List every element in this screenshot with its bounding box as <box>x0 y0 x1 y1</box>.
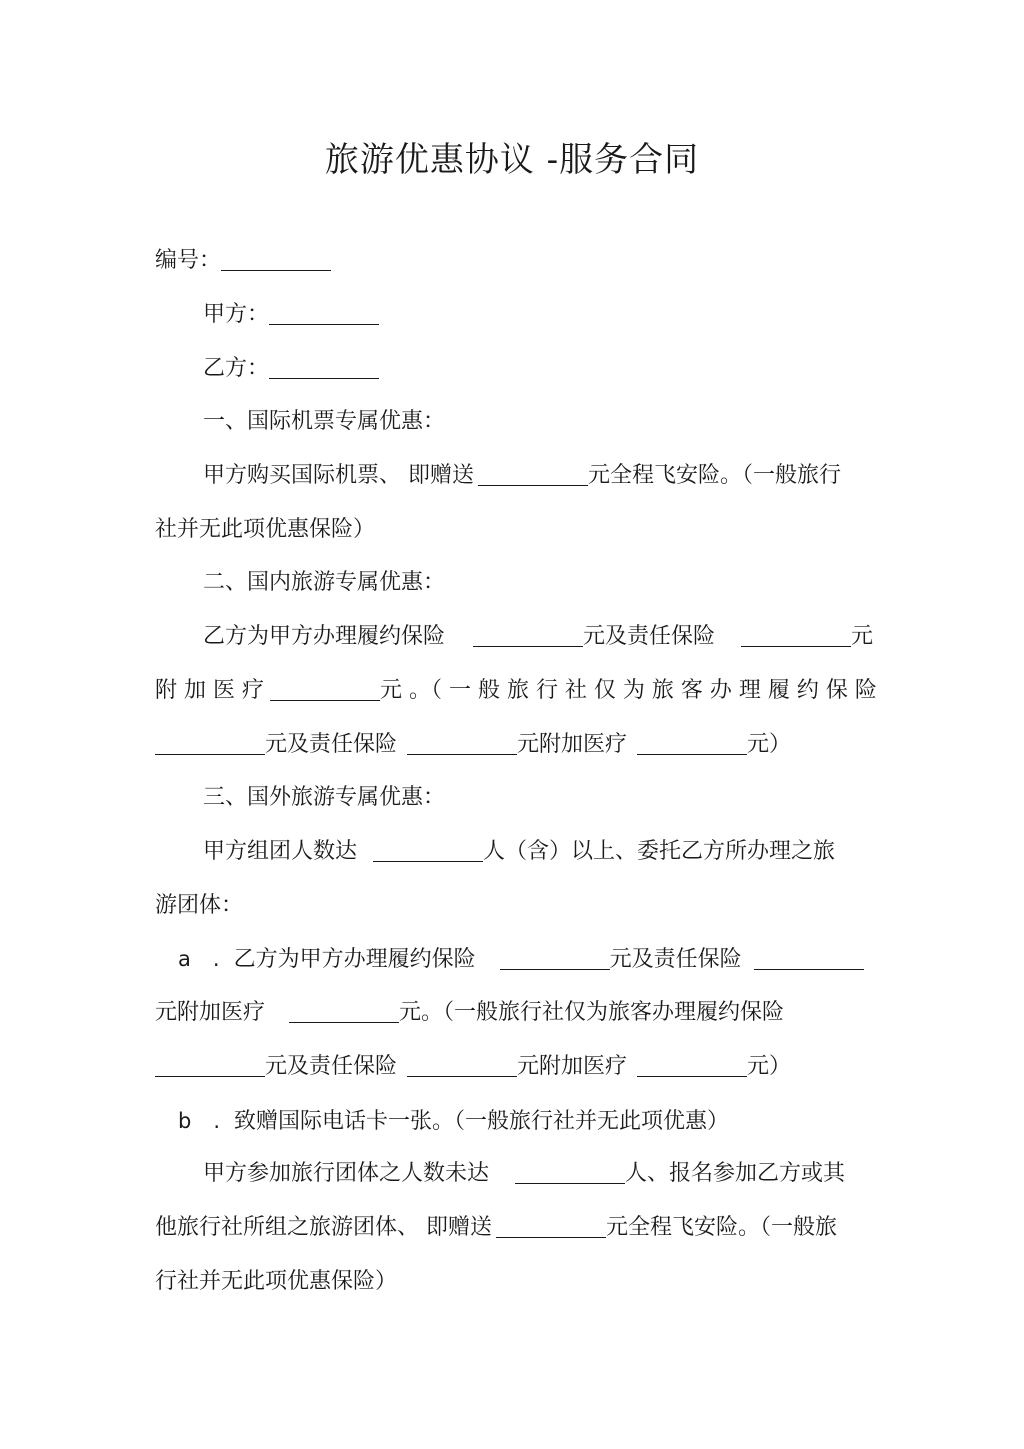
item-a-typical-liability-blank[interactable] <box>407 1054 517 1077</box>
item-a-liability-blank[interactable] <box>754 947 864 970</box>
item-a-text-d: 元。（一般旅行社仅为旅客办理履约保险 <box>399 1000 785 1025</box>
typical-performance-blank[interactable] <box>155 732 265 755</box>
liability-insurance-blank[interactable] <box>741 624 851 647</box>
typical-medical-blank[interactable] <box>637 732 747 755</box>
party-a-label: 甲方： <box>203 302 270 327</box>
section1-line2: 社并无此项优惠保险） <box>155 517 376 542</box>
section3-heading: 三、国外旅游专属优惠： <box>203 785 446 810</box>
section2-text-a: 乙方为甲方办理履约保险 <box>203 624 446 649</box>
section2-text-e: 元 。（ 一 般 旅 行 社 仅 为 旅 客 办 理 履 约 保 险 <box>379 678 877 703</box>
section2-line2 <box>155 676 877 706</box>
section2-heading: 二、国内旅游专属优惠： <box>203 570 446 595</box>
section2-text-c: 元 <box>851 624 874 649</box>
item-a-text-b: 元及责任保险 <box>609 947 742 972</box>
section2-text-f: 元及责任保险 <box>265 732 398 757</box>
section1-line1 <box>203 461 841 491</box>
item-a-typical-medical-blank[interactable] <box>637 1054 747 1077</box>
closing-text-a: 甲方参加旅行团体之人数未达 <box>203 1161 490 1186</box>
item-a-text-c: 元附加医疗 <box>155 1000 266 1025</box>
section2-line3 <box>155 730 791 760</box>
party-a-blank[interactable] <box>269 302 379 325</box>
closing-flight-insurance-blank[interactable] <box>496 1215 606 1238</box>
document-title: 旅游优惠协议 -服务合同 <box>324 140 700 180</box>
closing-line3: 行社并无此项优惠保险） <box>155 1269 398 1294</box>
item-a-marker: a <box>178 947 191 971</box>
item-b-line <box>178 1106 729 1137</box>
item-a-text-a: 乙方为甲方办理履约保险 <box>233 947 476 972</box>
item-a-medical-blank[interactable] <box>289 1000 399 1023</box>
number-label: 编号： <box>155 248 222 273</box>
item-a-line1 <box>178 944 864 975</box>
party-a-row <box>203 300 379 330</box>
group-size-blank[interactable] <box>373 839 483 862</box>
number-field-row <box>155 246 331 276</box>
section3-intro-text-b: 人（含）以上、委托乙方所办理之旅 <box>483 839 836 864</box>
section2-text-h: 元） <box>747 732 792 757</box>
section1-heading: 一、国际机票专属优惠： <box>203 409 446 434</box>
section1-text-b: 元全程飞安险。（一般旅行 <box>588 463 842 488</box>
item-b-marker: b <box>178 1109 192 1133</box>
item-a-line2 <box>155 998 784 1028</box>
item-a-text-g: 元） <box>747 1054 792 1079</box>
item-b-dot: . <box>213 1109 221 1133</box>
party-b-label: 乙方： <box>203 356 270 381</box>
item-a-typical-performance-blank[interactable] <box>155 1054 265 1077</box>
item-b-text: 致赠国际电话卡一张。（一般旅行社并无此项优惠） <box>234 1109 730 1134</box>
section3-intro-text-a: 甲方组团人数达 <box>203 839 358 864</box>
item-a-performance-blank[interactable] <box>500 947 610 970</box>
section2-line1 <box>203 622 873 652</box>
section3-intro-line2: 游团体： <box>155 893 244 918</box>
item-a-dot: . <box>212 947 220 971</box>
closing-line2 <box>155 1213 837 1243</box>
flight-insurance-amount-blank[interactable] <box>478 463 588 486</box>
performance-insurance-blank[interactable] <box>473 624 583 647</box>
closing-text-b: 人、报名参加乙方或其 <box>625 1161 846 1186</box>
item-a-text-f: 元附加医疗 <box>517 1054 628 1079</box>
number-blank[interactable] <box>221 248 331 271</box>
party-b-row <box>203 354 379 384</box>
item-a-text-e: 元及责任保险 <box>265 1054 398 1079</box>
typical-liability-blank[interactable] <box>407 732 517 755</box>
section1-text-a: 甲方购买国际机票、 即赠送 <box>203 463 474 488</box>
min-group-size-blank[interactable] <box>515 1161 625 1184</box>
section2-text-g: 元附加医疗 <box>517 732 628 757</box>
item-a-line3 <box>155 1052 791 1082</box>
section2-text-b: 元及责任保险 <box>583 624 716 649</box>
closing-text-c: 他旅行社所组之旅游团体、 即赠送 <box>155 1215 492 1240</box>
section3-intro-line1 <box>203 837 835 867</box>
closing-line1 <box>203 1159 845 1189</box>
closing-text-d: 元全程飞安险。（一般旅 <box>606 1215 838 1240</box>
party-b-blank[interactable] <box>269 356 379 379</box>
section2-text-d: 附 加 医 疗 <box>155 678 264 703</box>
medical-addon-blank[interactable] <box>270 678 380 701</box>
